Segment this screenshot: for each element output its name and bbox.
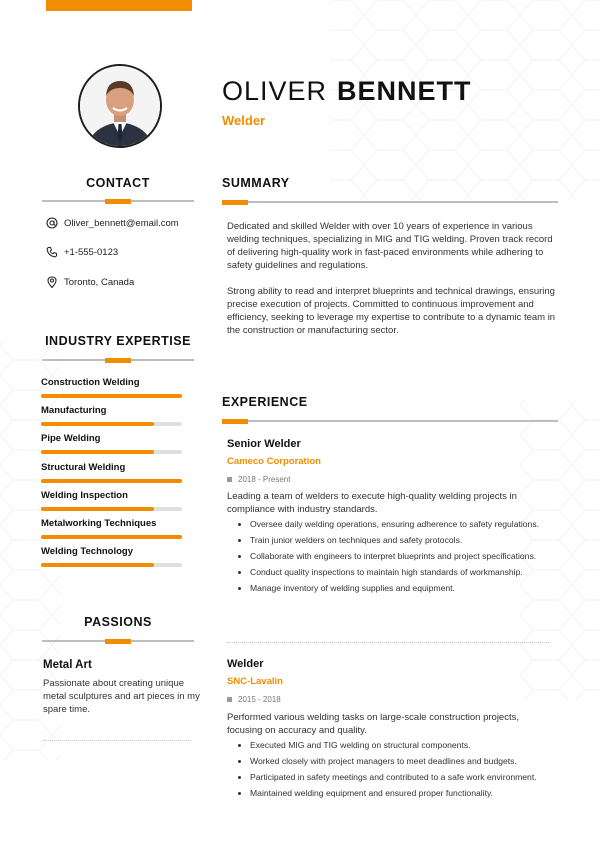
job-bullet: • Participated in safety meetings and contributed to a safe work environment. (250, 772, 566, 783)
calendar-icon (227, 477, 232, 482)
job-title: Welder (227, 658, 264, 670)
job-dates (227, 695, 281, 704)
passion-title: Metal Art (43, 659, 92, 671)
contact-phone[interactable]: +1-555-0123 (64, 246, 119, 258)
expertise-skill-bar (41, 422, 182, 426)
expertise-skill-bar (41, 394, 182, 398)
contact-heading: CONTACT (86, 176, 150, 190)
job-dates-text: 2015 - 2018 (238, 695, 281, 704)
candidate-name (222, 76, 472, 107)
job-bullet: • Oversee daily welding operations, ensuring adherence to safety regulations. (250, 519, 566, 530)
expertise-skill-bar-fill (41, 450, 154, 454)
job-bullet: • Maintained welding equipment and ensured proper functionality. (250, 788, 566, 799)
expertise-skill-label: Welding Inspection (41, 489, 128, 501)
contact-phone-row (46, 246, 118, 258)
job-company: Cameco Corporation (227, 456, 321, 467)
expertise-skill-label: Manufacturing (41, 405, 107, 417)
summary-divider (222, 201, 558, 203)
expertise-skill-bar-fill (41, 563, 154, 567)
expertise-skill-bar (41, 450, 182, 454)
expertise-skill-bar-fill (41, 422, 154, 426)
last-name: BENNETT (337, 76, 472, 106)
contact-location: Toronto, Canada (64, 276, 135, 288)
passions-accent-mark (105, 639, 131, 644)
job-description: Performed various welding tasks on large-scale construction projects, focusing on accuracy and quality. (227, 712, 519, 736)
expertise-accent-mark (105, 358, 131, 363)
summary-heading: SUMMARY (222, 176, 290, 190)
contact-accent-mark (105, 199, 131, 204)
passion-dotted-divider (43, 740, 191, 741)
job-bullet: • Collaborate with engineers to interpret blueprints and project specifications. (250, 551, 566, 562)
expertise-skill-bar (41, 479, 182, 483)
job-company: SNC-Lavalin (227, 676, 283, 687)
at-sign-icon (46, 217, 58, 229)
summary-paragraph-2: Strong ability to read and interpret blueprints and technical drawings, ensuring precise execution of projects. Committed to continuous improvement and efficiency, seeking to leverage my expertise to contribute to a dynamic team in the construction or manufacturing sector. (227, 286, 556, 336)
job-bullets (236, 740, 566, 804)
experience-heading: EXPERIENCE (222, 395, 308, 409)
job-bullet: • Manage inventory of welding supplies and equipment. (250, 583, 566, 594)
contact-email[interactable]: Oliver_bennett@email.com (64, 217, 179, 229)
expertise-skill-label: Metalworking Techniques (41, 518, 157, 529)
expertise-skill-bar-fill (41, 535, 182, 539)
map-pin-icon (46, 276, 58, 288)
expertise-skill-label: Pipe Welding (41, 433, 101, 445)
job-dotted-divider (227, 642, 549, 643)
avatar-illustration (80, 66, 160, 146)
top-accent-bar (46, 0, 192, 11)
summary-accent-mark (222, 200, 248, 205)
expertise-skill-bar (41, 563, 182, 567)
expertise-skill-label: Structural Welding (41, 461, 126, 473)
contact-email-row (46, 217, 179, 229)
expertise-heading: INDUSTRY EXPERTISE (45, 334, 191, 348)
job-dates-text: 2018 - Present (238, 475, 291, 484)
expertise-skill-label: Construction Welding (41, 377, 140, 388)
expertise-skill-bar (41, 535, 182, 539)
job-bullet: • Executed MIG and TIG welding on structural components. (250, 740, 566, 751)
passion-description: Passionate about creating unique metal sculptures and art pieces in my spare time. (43, 678, 200, 715)
expertise-skill-bar-fill (41, 479, 182, 483)
phone-icon (46, 246, 58, 258)
contact-location-row (46, 276, 134, 288)
job-bullet: • Conduct quality inspections to maintain high standards of workmanship. (250, 567, 566, 578)
profile-photo (78, 64, 162, 148)
calendar-icon (227, 697, 232, 702)
experience-accent-mark (222, 419, 248, 424)
job-bullets (236, 519, 566, 599)
job-title: Senior Welder (227, 438, 301, 450)
expertise-skill-label: Welding Technology (41, 546, 134, 558)
job-title-heading: Welder (222, 113, 266, 128)
job-description: Leading a team of welders to execute high-quality welding projects in compliance with industry standards. (227, 491, 517, 515)
expertise-skill-bar (41, 507, 182, 511)
job-bullet: • Worked closely with project managers to meet deadlines and budgets. (250, 756, 566, 767)
job-dates (227, 475, 290, 484)
experience-divider (222, 420, 558, 422)
expertise-skill-bar-fill (41, 394, 182, 398)
expertise-skill-bar-fill (41, 507, 154, 511)
first-name: OLIVER (222, 76, 328, 106)
summary-paragraph-1: Dedicated and skilled Welder with over 10 years of experience in various welding techniques, specializing in MIG and TIG welding. Proven track record of delivering high-quality work in fast-paced environments while adhering to safety guidelines and regulations. (227, 221, 553, 271)
job-bullet: • Train junior welders on techniques and safety protocols. (250, 535, 566, 546)
passions-heading: PASSIONS (84, 615, 152, 629)
